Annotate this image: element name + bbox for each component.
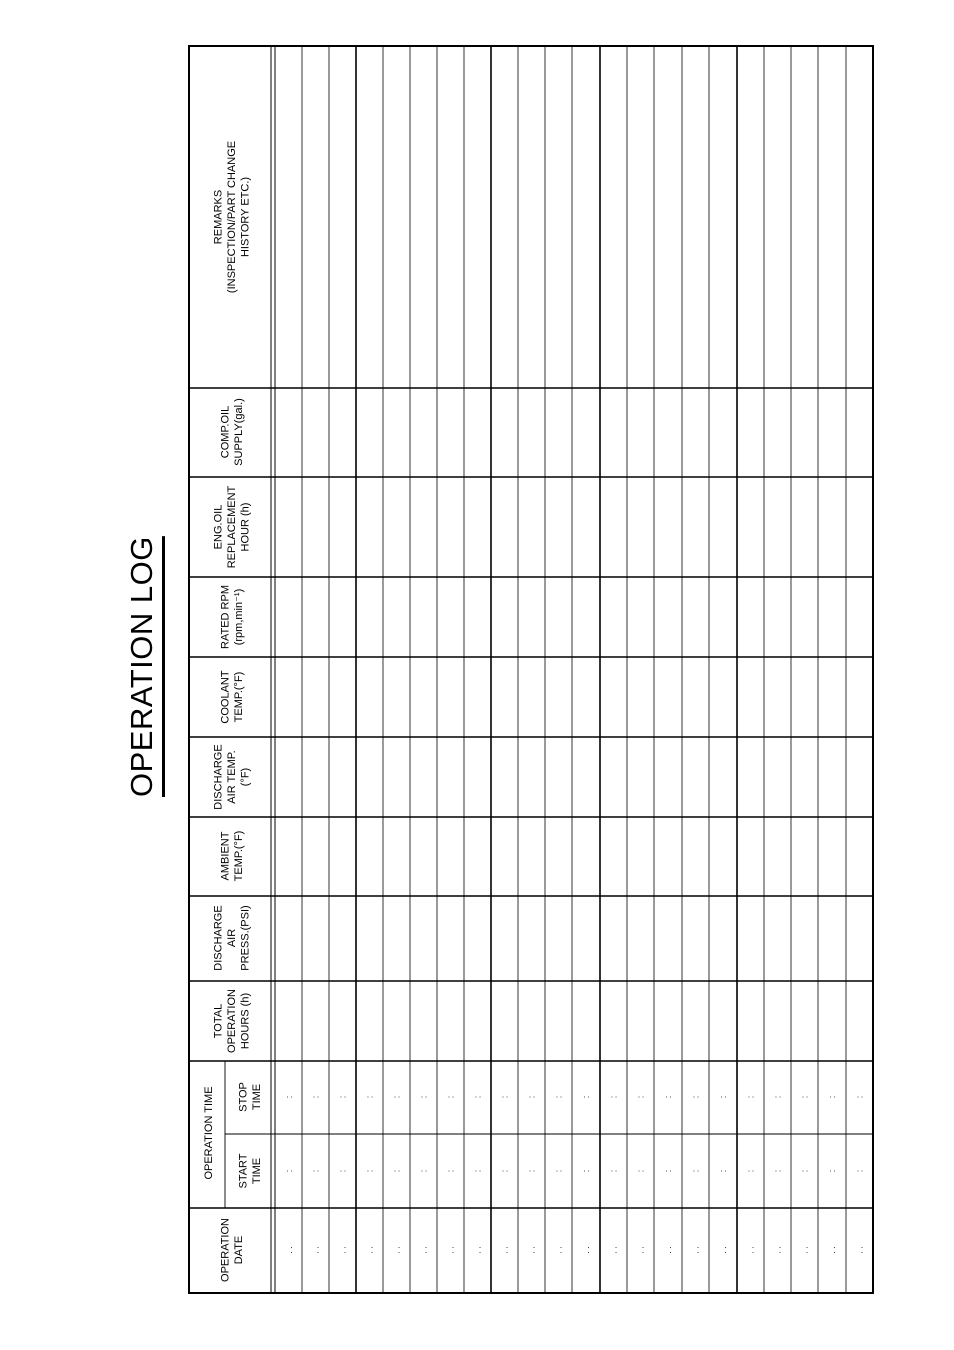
- stop-time-placeholder: :: [718, 1095, 728, 1099]
- stop-time-placeholder: :: [337, 1095, 348, 1099]
- date-placeholder: . .: [690, 1246, 701, 1254]
- header-label-line: TOTAL: [212, 1003, 225, 1039]
- header-discharge-press: [213, 905, 252, 970]
- start-time-placeholder: :: [364, 1169, 375, 1173]
- header-label-line: AIR: [226, 928, 238, 948]
- header-label-line: ENG.OIL: [212, 504, 225, 550]
- stop-time-placeholder: :: [772, 1095, 783, 1099]
- date-placeholder: . .: [526, 1246, 537, 1254]
- header-eng-oil: [213, 485, 252, 568]
- header-label-line: TEMP.(°F): [232, 671, 245, 723]
- header-label-line: DISCHARGE: [212, 905, 225, 971]
- date-placeholder: . .: [854, 1246, 865, 1254]
- start-time-placeholder: :: [745, 1169, 756, 1173]
- header-label-line: (°F): [239, 767, 252, 787]
- stop-time-placeholder: :: [499, 1095, 510, 1099]
- date-placeholder: . .: [799, 1246, 810, 1254]
- header-label-line: TEMP.(°F): [232, 830, 245, 882]
- start-time-placeholder: :: [499, 1169, 510, 1173]
- date-placeholder: . .: [663, 1246, 673, 1254]
- start-time-placeholder: :: [310, 1169, 321, 1173]
- stop-time-placeholder: :: [690, 1095, 701, 1099]
- stop-time-placeholder: :: [854, 1095, 865, 1099]
- header-total-hours: [213, 989, 252, 1053]
- stop-time-placeholder: :: [827, 1095, 837, 1099]
- header-discharge-temp: [213, 744, 252, 809]
- header-label-line: HOUR (h): [239, 502, 252, 552]
- header-label-line: AMBIENT: [219, 831, 232, 881]
- stop-time-placeholder: :: [799, 1095, 810, 1099]
- date-placeholder: . .: [499, 1246, 510, 1254]
- header-label-line: PRESS.(PSI): [239, 905, 252, 971]
- start-time-placeholder: :: [418, 1169, 429, 1173]
- header-label-line: DATE: [232, 1235, 245, 1265]
- start-time-placeholder: :: [391, 1169, 402, 1173]
- date-placeholder: . .: [472, 1246, 483, 1254]
- date-placeholder: . .: [581, 1246, 591, 1254]
- stop-time-placeholder: :: [635, 1095, 646, 1099]
- header-ambient: [219, 831, 245, 882]
- header-label-line: REPLACEMENT: [226, 485, 238, 569]
- header-label-line: AIR TEMP.: [226, 750, 238, 804]
- header-label-line: RATED RPM: [219, 585, 232, 649]
- date-placeholder: . .: [284, 1246, 294, 1254]
- header-label-line: HISTORY ETC.): [239, 176, 252, 258]
- header-label-line: REMARKS: [212, 189, 225, 245]
- stop-time-placeholder: :: [472, 1095, 483, 1099]
- table-border: [189, 46, 873, 1293]
- stop-time-placeholder: :: [418, 1095, 429, 1099]
- date-placeholder: . .: [553, 1246, 564, 1254]
- header-label-line: SUPPLY(gal.): [232, 398, 245, 466]
- header-operation-date: [219, 1218, 245, 1282]
- start-time-placeholder: :: [284, 1169, 294, 1173]
- start-time-placeholder: :: [635, 1169, 646, 1173]
- date-placeholder: . .: [310, 1246, 321, 1254]
- date-placeholder: . .: [391, 1246, 402, 1254]
- start-time-placeholder: :: [608, 1169, 619, 1173]
- header-coolant: [219, 670, 245, 723]
- header-rated-rpm: [219, 585, 245, 649]
- stop-time-placeholder: :: [663, 1095, 673, 1099]
- date-placeholder: . .: [745, 1246, 756, 1254]
- stop-time-placeholder: :: [553, 1095, 564, 1099]
- header-start-time: [237, 1153, 263, 1188]
- start-time-placeholder: :: [526, 1169, 537, 1173]
- stop-time-placeholder: :: [745, 1095, 756, 1099]
- start-time-placeholder: :: [799, 1169, 810, 1173]
- date-placeholder: . .: [635, 1246, 646, 1254]
- stop-time-placeholder: :: [526, 1095, 537, 1099]
- header-label-line: TIME: [250, 1157, 263, 1185]
- header-label-line: COMP.OIL: [219, 405, 232, 459]
- stop-time-placeholder: :: [284, 1095, 294, 1099]
- header-label-line: OPERATION: [226, 989, 238, 1053]
- header-remarks: [213, 141, 252, 293]
- header-label-line: (rpm,min⁻¹): [232, 588, 245, 646]
- date-placeholder: . .: [718, 1246, 728, 1254]
- stop-time-placeholder: :: [608, 1095, 619, 1099]
- date-placeholder: . .: [364, 1246, 375, 1254]
- start-time-placeholder: :: [337, 1169, 348, 1173]
- header-stop-time: [237, 1082, 263, 1112]
- stop-time-placeholder: :: [581, 1095, 591, 1099]
- header-comp-oil: [219, 398, 245, 466]
- start-time-placeholder: :: [472, 1169, 483, 1173]
- date-placeholder: . .: [445, 1246, 456, 1254]
- header-label-line: TIME: [250, 1083, 263, 1111]
- date-placeholder: . .: [608, 1246, 619, 1254]
- start-time-placeholder: :: [690, 1169, 701, 1173]
- header-label-line: OPERATION TIME: [203, 1086, 215, 1180]
- start-time-placeholder: :: [581, 1169, 591, 1173]
- header-label-line: START: [237, 1153, 250, 1189]
- start-time-placeholder: :: [553, 1169, 564, 1173]
- start-time-placeholder: :: [854, 1169, 865, 1173]
- header-label-line: STOP: [237, 1082, 250, 1112]
- stop-time-placeholder: :: [391, 1095, 402, 1099]
- date-placeholder: . .: [772, 1246, 783, 1254]
- page-title: OPERATION LOG: [124, 536, 159, 798]
- stop-time-placeholder: :: [445, 1095, 456, 1099]
- stop-time-placeholder: :: [364, 1095, 375, 1099]
- header-operation-time: [203, 1086, 215, 1179]
- start-time-placeholder: :: [718, 1169, 728, 1173]
- start-time-placeholder: :: [663, 1169, 673, 1173]
- date-placeholder: . .: [337, 1246, 348, 1254]
- header-label-line: HOURS (h): [239, 992, 252, 1050]
- start-time-placeholder: :: [827, 1169, 837, 1173]
- header-label-line: (INSPECTION/PART CHANGE: [226, 140, 238, 294]
- date-placeholder: . .: [418, 1246, 429, 1254]
- header-label-line: DISCHARGE: [212, 744, 225, 810]
- stop-time-placeholder: :: [310, 1095, 321, 1099]
- start-time-placeholder: :: [445, 1169, 456, 1173]
- header-label-line: COOLANT: [219, 670, 232, 724]
- header-label-line: OPERATION: [219, 1218, 232, 1282]
- start-time-placeholder: :: [772, 1169, 783, 1173]
- date-placeholder: . .: [827, 1246, 837, 1254]
